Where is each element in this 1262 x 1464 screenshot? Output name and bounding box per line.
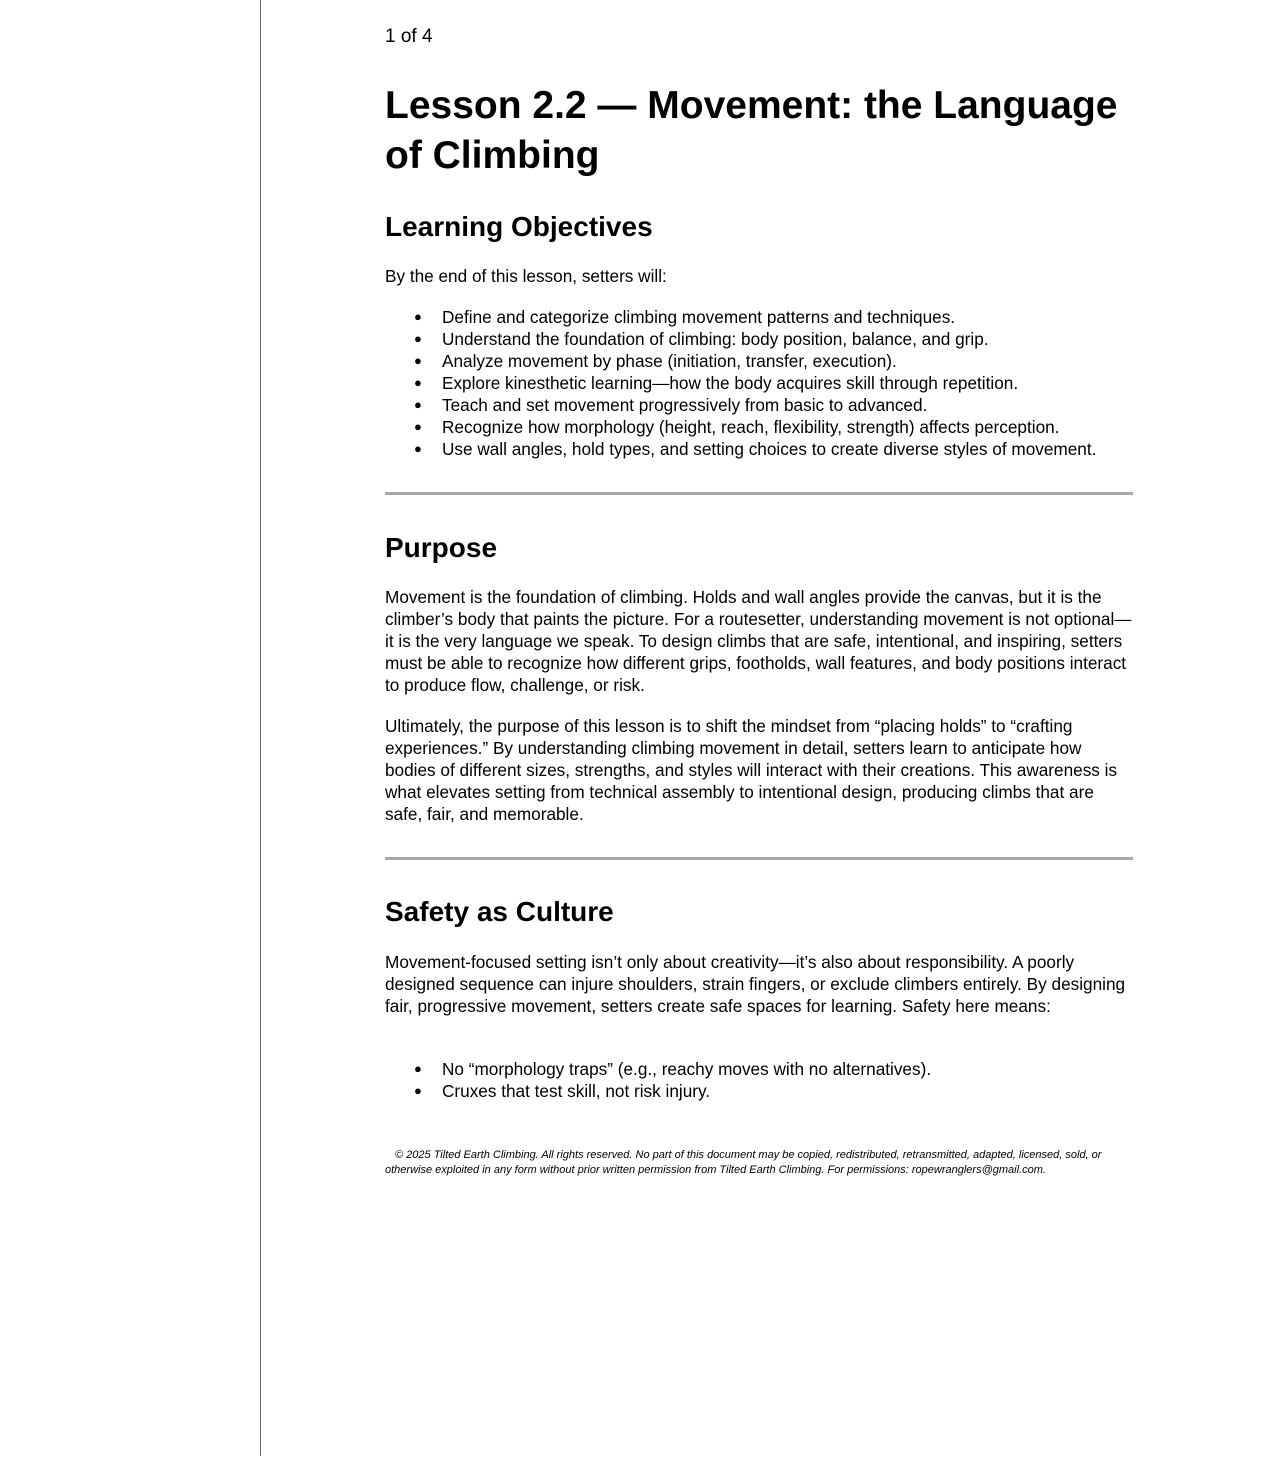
objectives-list [385,306,1145,460]
list-item: ● Understand the foundation of climbing: body position, balance, and grip. [414,329,989,349]
bullet-icon: ● [414,1083,422,1098]
safety-heading: Safety as Culture [385,896,614,927]
bullet-icon: ● [414,331,422,346]
lesson-title: Lesson 2.2 — Movement: the Language of Climbing [385,84,1118,177]
list-item: ● No “morphology traps” (e.g., reachy moves with no alternatives). [414,1059,932,1079]
bullet-icon: ● [414,309,422,324]
list-item: ● Teach and set movement progressively from basic to advanced. [414,395,928,415]
page-left-border [260,0,261,1456]
bullet-icon: ● [414,441,422,456]
list-item: ● Explore kinesthetic learning—how the body acquires skill through repetition. [414,373,1019,393]
objectives-intro: By the end of this lesson, setters will: [385,266,667,286]
section-divider [385,857,1133,860]
objectives-heading: Learning Objectives [385,211,653,242]
purpose-paragraph: Ultimately, the purpose of this lesson is to shift the mindset from “placing holds” to “crafting experiences.” By understanding climbing movement in detail, setters learn to anticipate how bodies of different sizes, strengths, and styles will interact with their creations. This awareness is what elevates setting from technical assembly to intentional design, producing climbs that are safe, fair, and memorable. [385,716,1118,824]
list-item: ● Use wall angles, hold types, and setting choices to create diverse styles of movement. [414,439,1097,459]
bullet-icon: ● [414,1061,422,1076]
list-item: ● Analyze movement by phase (initiation, transfer, execution). [414,351,897,371]
purpose-paragraph: Movement is the foundation of climbing. Holds and wall angles provide the canvas, but it is the climber’s body that paints the picture. For a routesetter, understanding movement is not optional—it is the very language we speak. To design climbs that are safe, intentional, and inspiring, setters must be able to recognize how different grips, footholds, wall features, and body positions interact to produce flow, challenge, or risk. [385,587,1132,695]
page-counter: 1 of 4 [385,26,433,47]
bullet-icon: ● [414,353,422,368]
section-divider [385,492,1133,495]
bullet-icon: ● [414,397,422,412]
copyright-footer: © 2025 Tilted Earth Climbing. All rights reserved. No part of this document may be copied, redistributed, retransmitted, adapted, licensed, sold, or otherwise exploited in any form without prior written permission from Tilted Earth Climbing. For permissions: ropewranglers@gmail.com. [385,1149,1102,1176]
purpose-heading: Purpose [385,532,498,563]
bullet-icon: ● [414,419,422,434]
list-item: ● Cruxes that test skill, not risk injury. [414,1081,711,1101]
list-item: ● Recognize how morphology (height, reach, flexibility, strength) affects perception. [414,417,1060,437]
safety-intro: Movement-focused setting isn’t only about creativity—it’s also about responsibility. A poorly designed sequence can injure shoulders, strain fingers, or exclude climbers entirely. By designing fair, progressive movement, setters create safe spaces for learning. Safety here means: [385,952,1126,1016]
bullet-icon: ● [414,375,422,390]
list-item: ● Define and categorize climbing movement patterns and techniques. [414,307,956,327]
safety-list [385,1058,1145,1102]
